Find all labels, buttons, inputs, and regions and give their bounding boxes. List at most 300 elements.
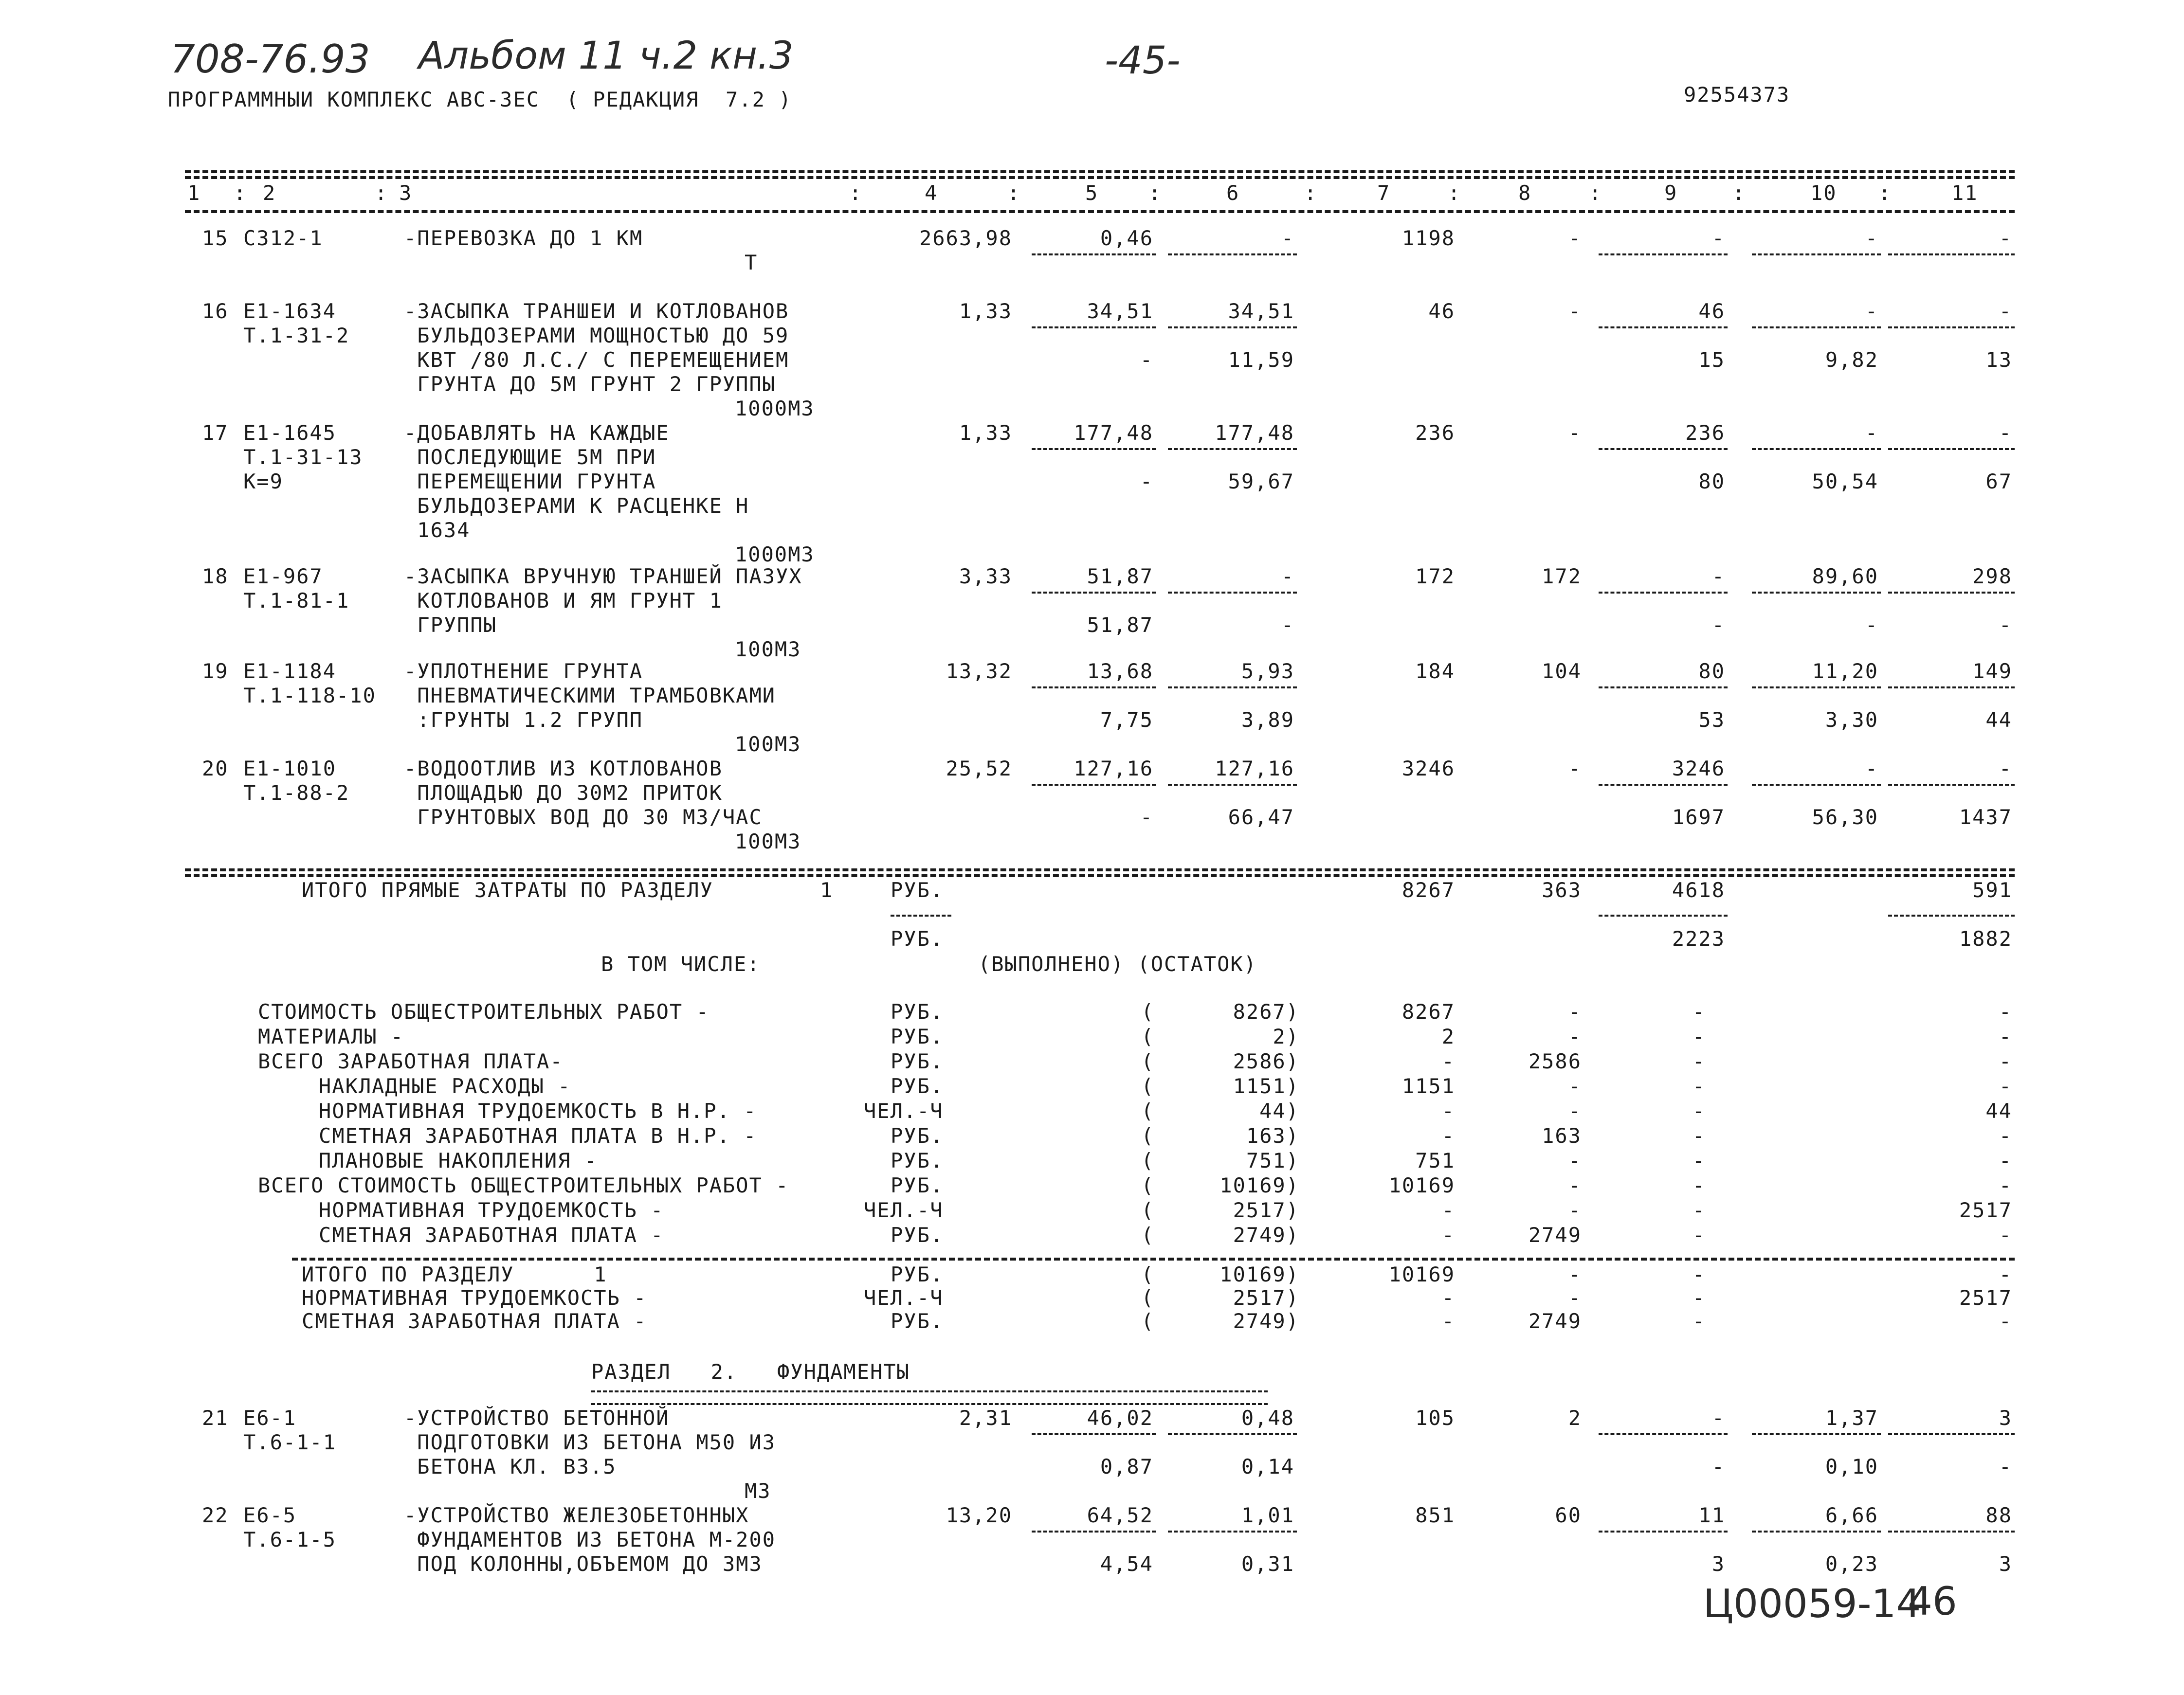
row-c10-rule <box>1752 686 1881 688</box>
row-c9b: 1697 <box>1672 805 1725 829</box>
row-c5b: - <box>1140 805 1153 829</box>
row-c8: 172 <box>1542 564 1582 588</box>
row-c7: 851 <box>1415 1503 1455 1527</box>
row-c11b: 1437 <box>1959 805 2012 829</box>
row-code-ref: Т.1-81-1 <box>243 589 350 613</box>
breakdown-c11: - <box>1999 1025 2012 1048</box>
row-c5a: 0,46 <box>1100 226 1153 250</box>
row-code: Е1-1010 <box>243 757 337 780</box>
row-quantity: 2663,98 <box>919 226 1012 250</box>
breakdown-unit: РУБ. <box>891 1074 944 1098</box>
column-head-6: 6 <box>1226 181 1240 205</box>
row-c5-rule <box>1032 253 1156 255</box>
section1-total-c9-rule <box>1599 915 1728 917</box>
row-c9a: 80 <box>1698 659 1725 683</box>
row-coefficient: К=9 <box>243 469 283 493</box>
column-separator: : <box>1732 181 1746 205</box>
handwritten-album-title: Альбом 11 ч.2 кн.3 <box>419 34 794 78</box>
column-separator: : <box>1007 181 1021 205</box>
section-totals-rule <box>292 1258 2015 1261</box>
row-quantity: 1,33 <box>959 421 1012 445</box>
row-c10-rule <box>1752 448 1881 450</box>
breakdown-c9: - <box>1692 1198 1706 1222</box>
row-description-line: :ГРУНТЫ 1.2 ГРУПП <box>404 708 643 732</box>
row-c5-rule <box>1032 1433 1156 1435</box>
row-c9-rule <box>1599 784 1728 786</box>
row-code-ref: Т.1-118-10 <box>243 684 376 707</box>
row-c7: 172 <box>1415 564 1455 588</box>
breakdown-label: СМЕТНАЯ ЗАРАБОТНАЯ ПЛАТА - <box>319 1223 664 1247</box>
breakdown-c11: - <box>1999 1074 2012 1098</box>
row-c10a: 11,20 <box>1812 659 1878 683</box>
row-c10b: 0,10 <box>1825 1455 1878 1479</box>
row-c5b: 51,87 <box>1087 613 1153 637</box>
row-quantity: 13,20 <box>946 1503 1012 1527</box>
row-c11a: - <box>1999 299 2012 323</box>
breakdown-unit: РУБ. <box>891 1223 944 1247</box>
row-c9b: 15 <box>1698 348 1725 372</box>
row-c10-rule <box>1752 326 1881 328</box>
row-c11b: 13 <box>1985 348 2012 372</box>
row-description-line: БУЛЬДОЗЕРАМИ МОЩНОСТЬЮ ДО 59 <box>404 324 789 347</box>
breakdown-paren-open: ( <box>1141 1198 1155 1222</box>
row-c6-rule <box>1168 784 1297 786</box>
breakdown-c9: - <box>1692 1124 1706 1148</box>
section-total-paren-open: ( <box>1141 1309 1155 1333</box>
section-total-c7: - <box>1441 1286 1455 1310</box>
row-code-ref: Т.6-1-1 <box>243 1430 337 1454</box>
breakdown-label: СМЕТНАЯ ЗАРАБОТНАЯ ПЛАТА В Н.Р. - <box>319 1124 757 1148</box>
breakdown-label: ПЛАНОВЫЕ НАКОПЛЕНИЯ - <box>319 1149 598 1172</box>
row-c6b: 59,67 <box>1228 469 1294 493</box>
breakdown-c9: - <box>1692 1223 1706 1247</box>
row-c5-rule <box>1032 326 1156 328</box>
column-head-11: 11 <box>1951 181 1978 205</box>
row-description-line: -УПЛОТНЕНИЕ ГРУНТА <box>404 659 643 683</box>
section1-total-label: ИТОГО ПРЯМЫЕ ЗАТРАТЫ ПО РАЗДЕЛУ <box>302 878 713 902</box>
row-c11-rule <box>1888 326 2015 328</box>
breakdown-c8: - <box>1568 1173 1582 1197</box>
row-code: Е6-5 <box>243 1503 297 1527</box>
row-c11-rule <box>1888 1531 2015 1533</box>
row-c9b: 80 <box>1698 469 1725 493</box>
row-c9a: - <box>1711 1406 1725 1430</box>
row-c10a: 89,60 <box>1812 564 1878 588</box>
breakdown-c11: - <box>1999 1149 2012 1172</box>
row-c10-rule <box>1752 253 1881 255</box>
breakdown-c9: - <box>1692 1049 1706 1073</box>
section-total-completed: 10169) <box>1219 1262 1299 1286</box>
row-c10a: - <box>1865 226 1878 250</box>
breakdown-c11: 44 <box>1985 1099 2012 1123</box>
section-total-unit: РУБ. <box>891 1262 944 1286</box>
row-quantity: 13,32 <box>946 659 1012 683</box>
section-total-c11: - <box>1999 1309 2012 1333</box>
row-description-line: ПОДГОТОВКИ ИЗ БЕТОНА М50 ИЗ <box>404 1430 776 1454</box>
row-code-ref: Т.1-31-13 <box>243 445 363 469</box>
row-description-line: -ЗАСЫПКА ВРУЧНУЮ ТРАНШЕЙ ПАЗУХ <box>404 564 802 588</box>
row-description-line: -ЗАСЫПКА ТРАНШЕИ И КОТЛОВАНОВ <box>404 299 789 323</box>
row-c10b: 3,30 <box>1825 708 1878 732</box>
row-c5b: 0,87 <box>1100 1455 1153 1479</box>
row-code-ref: Т.1-88-2 <box>243 781 350 805</box>
row-c6-rule <box>1168 592 1297 594</box>
row-c11-rule <box>1888 253 2015 255</box>
row-number: 17 <box>202 421 229 445</box>
row-c6-rule <box>1168 686 1297 688</box>
breakdown-label: НОРМАТИВНАЯ ТРУДОЕМКОСТЬ В Н.Р. - <box>319 1099 757 1123</box>
row-c6b: 0,31 <box>1241 1552 1294 1576</box>
section1-total-rule-2 <box>185 874 2015 877</box>
column-separator: : <box>849 181 863 205</box>
row-c5-rule <box>1032 686 1156 688</box>
row-c9a: 3246 <box>1672 757 1725 780</box>
column-separator: : <box>1878 181 1892 205</box>
row-c8: - <box>1568 299 1582 323</box>
row-number: 19 <box>202 659 229 683</box>
row-c10-rule <box>1752 1433 1881 1435</box>
section1-total-unit2: РУБ. <box>891 927 944 951</box>
section-total-unit: РУБ. <box>891 1309 944 1333</box>
row-unit: 1000М3 <box>735 397 815 420</box>
row-c11a: 298 <box>1972 564 2012 588</box>
row-number: 15 <box>202 226 229 250</box>
breakdown-completed: 163) <box>1246 1124 1299 1148</box>
row-c7: 184 <box>1415 659 1455 683</box>
row-description-line: ГРУППЫ <box>404 613 497 637</box>
row-description-line: ПЕРЕМЕЩЕНИИ ГРУНТА <box>404 469 656 493</box>
breakdown-paren-open: ( <box>1141 1149 1155 1172</box>
breakdown-c7: 8267 <box>1401 1000 1455 1024</box>
row-c11a: - <box>1999 757 2012 780</box>
row-c9-rule <box>1599 326 1728 328</box>
breakdown-paren-open: ( <box>1141 1099 1155 1123</box>
breakdown-unit: РУБ. <box>891 1049 944 1073</box>
row-c6-rule <box>1168 448 1297 450</box>
section-total-c8: 2749 <box>1528 1309 1582 1333</box>
row-description-line: ПЛОЩАДЬЮ ДО 30М2 ПРИТОК <box>404 781 723 805</box>
breakdown-completed: 751) <box>1246 1149 1299 1172</box>
row-c5a: 64,52 <box>1087 1503 1153 1527</box>
breakdown-c9: - <box>1692 1173 1706 1197</box>
program-line: ПРОГРАММНЫИ КОМПЛЕКС АВС-3ЕС ( РЕДАКЦИЯ 7.2 ) <box>168 88 792 111</box>
column-head-8: 8 <box>1518 181 1532 205</box>
row-c6b: 11,59 <box>1228 348 1294 372</box>
row-c5a: 34,51 <box>1087 299 1153 323</box>
breakdown-completed: 2749) <box>1233 1223 1299 1247</box>
row-c5b: - <box>1140 348 1153 372</box>
row-c10b: - <box>1865 613 1878 637</box>
row-c9-rule <box>1599 1531 1728 1533</box>
row-c7: 3246 <box>1401 757 1455 780</box>
column-head-2: 2 <box>263 181 276 205</box>
row-c6a: 1,01 <box>1241 1503 1294 1527</box>
breakdown-unit: РУБ. <box>891 1149 944 1172</box>
breakdown-c8: - <box>1568 1149 1582 1172</box>
row-c5b: - <box>1140 469 1153 493</box>
row-c6-rule <box>1168 326 1297 328</box>
row-code: Е1-1634 <box>243 299 337 323</box>
breakdown-paren-open: ( <box>1141 1223 1155 1247</box>
row-c7: 46 <box>1428 299 1455 323</box>
breakdown-completed: 2517) <box>1233 1198 1299 1222</box>
row-c11-rule <box>1888 784 2015 786</box>
breakdown-c11: - <box>1999 1124 2012 1148</box>
breakdown-paren-open: ( <box>1141 1025 1155 1048</box>
row-c10b: 50,54 <box>1812 469 1878 493</box>
row-c9b: - <box>1711 613 1725 637</box>
row-c11-rule <box>1888 592 2015 594</box>
breakdown-c7: 2 <box>1441 1025 1455 1048</box>
row-code: С312-1 <box>243 226 323 250</box>
breakdown-c9: - <box>1692 1000 1706 1024</box>
row-c11a: - <box>1999 226 2012 250</box>
document-number: 92554373 <box>1684 83 1790 107</box>
row-c8: - <box>1568 226 1582 250</box>
breakdown-c8: 163 <box>1542 1124 1582 1148</box>
row-c6a: - <box>1281 564 1294 588</box>
row-c5-rule <box>1032 784 1156 786</box>
section-total-label: СМЕТНАЯ ЗАРАБОТНАЯ ПЛАТА - <box>302 1309 647 1333</box>
row-description-line: ПНЕВМАТИЧЕСКИМИ ТРАМБОВКАМИ <box>404 684 776 707</box>
row-description-line: КОТЛОВАНОВ И ЯМ ГРУНТ 1 <box>404 589 723 613</box>
section2-title-underline <box>591 1390 1268 1405</box>
breakdown-label: ВСЕГО ЗАРАБОТНАЯ ПЛАТА- <box>258 1049 564 1073</box>
section1-total-c11b: 1882 <box>1959 927 2012 951</box>
row-description-line: ГРУНТА ДО 5М ГРУНТ 2 ГРУППЫ <box>404 372 776 396</box>
section-total-c11: - <box>1999 1262 2012 1286</box>
row-code-ref: Т.6-1-5 <box>243 1528 337 1551</box>
column-head-4: 4 <box>925 181 938 205</box>
row-description-line: КВТ /80 Л.С./ С ПЕРЕМЕЩЕНИЕМ <box>404 348 789 372</box>
row-description-line: ПОД КОЛОННЫ,ОБЪЕМОМ ДО 3М3 <box>404 1552 763 1576</box>
row-c9b: 3 <box>1711 1552 1725 1576</box>
row-c9-rule <box>1599 448 1728 450</box>
column-separator: : <box>1589 181 1602 205</box>
row-quantity: 2,31 <box>959 1406 1012 1430</box>
row-c10b: 56,30 <box>1812 805 1878 829</box>
section-total-completed: 2517) <box>1233 1286 1299 1310</box>
row-c10-rule <box>1752 1531 1881 1533</box>
breakdown-completed: 10169) <box>1219 1173 1299 1197</box>
row-c5a: 51,87 <box>1087 564 1153 588</box>
row-c11-rule <box>1888 1433 2015 1435</box>
column-separator: : <box>1148 181 1162 205</box>
breakdown-label: МАТЕРИАЛЫ - <box>258 1025 404 1048</box>
row-c10-rule <box>1752 784 1881 786</box>
row-c6-rule <box>1168 1531 1297 1533</box>
section1-total-c11-rule <box>1888 915 2015 917</box>
row-c9a: - <box>1711 564 1725 588</box>
row-c6b: - <box>1281 613 1294 637</box>
handwritten-page-number: -45- <box>1105 39 1181 83</box>
breakdown-c8: - <box>1568 1074 1582 1098</box>
row-c8: 104 <box>1542 659 1582 683</box>
section-total-c8: - <box>1568 1262 1582 1286</box>
breakdown-unit: РУБ. <box>891 1025 944 1048</box>
section1-total-c11a: 591 <box>1972 878 2012 902</box>
breakdown-c8: - <box>1568 1025 1582 1048</box>
breakdown-unit: РУБ. <box>891 1000 944 1024</box>
row-c10b: 9,82 <box>1825 348 1878 372</box>
section1-total-rule <box>185 868 2015 871</box>
row-quantity: 1,33 <box>959 299 1012 323</box>
row-description-line: ПОСЛЕДУЮЩИЕ 5М ПРИ <box>404 445 656 469</box>
column-head-9: 9 <box>1664 181 1678 205</box>
row-unit: 1000М3 <box>735 542 815 566</box>
row-c6a: 34,51 <box>1228 299 1294 323</box>
row-c10a: - <box>1865 421 1878 445</box>
row-c10-rule <box>1752 592 1881 594</box>
row-c7: 1198 <box>1401 226 1455 250</box>
column-separator: : <box>234 181 247 205</box>
row-c9a: 11 <box>1698 1503 1725 1527</box>
breakdown-c8: 2586 <box>1528 1049 1582 1073</box>
row-number: 21 <box>202 1406 229 1430</box>
row-c6a: 127,16 <box>1215 757 1294 780</box>
breakdown-c9: - <box>1692 1025 1706 1048</box>
section1-total-c9a: 4618 <box>1672 878 1725 902</box>
row-c5a: 177,48 <box>1074 421 1153 445</box>
row-c9-rule <box>1599 1433 1728 1435</box>
section-total-c9: - <box>1692 1262 1706 1286</box>
row-c8: 2 <box>1568 1406 1582 1430</box>
row-c5-rule <box>1032 1531 1156 1533</box>
row-c8: - <box>1568 421 1582 445</box>
row-unit: М3 <box>745 1479 771 1503</box>
breakdown-label: НОРМАТИВНАЯ ТРУДОЕМКОСТЬ - <box>319 1198 664 1222</box>
breakdown-c11: - <box>1999 1049 2012 1073</box>
row-unit: 100М3 <box>735 829 801 853</box>
breakdown-c11: 2517 <box>1959 1198 2012 1222</box>
row-c10a: 6,66 <box>1825 1503 1878 1527</box>
row-c5b: 7,75 <box>1100 708 1153 732</box>
row-c6-rule <box>1168 253 1297 255</box>
row-unit: 100М3 <box>735 732 801 756</box>
breakdown-c7: - <box>1441 1223 1455 1247</box>
breakdown-completed: 1151) <box>1233 1074 1299 1098</box>
row-c11b: 67 <box>1985 469 2012 493</box>
section-total-c7: 10169 <box>1388 1262 1455 1286</box>
breakdown-c9: - <box>1692 1074 1706 1098</box>
section1-total-c7: 8267 <box>1401 878 1455 902</box>
breakdown-c11: - <box>1999 1173 2012 1197</box>
row-c10a: - <box>1865 299 1878 323</box>
section-total-c8: - <box>1568 1286 1582 1310</box>
breakdown-c11: - <box>1999 1000 2012 1024</box>
row-c10b: 0,23 <box>1825 1552 1878 1576</box>
breakdown-c8: - <box>1568 1198 1582 1222</box>
row-description-line: 1634 <box>404 518 471 542</box>
row-c11b: - <box>1999 1455 2012 1479</box>
breakdown-c9: - <box>1692 1149 1706 1172</box>
row-c6a: 177,48 <box>1215 421 1294 445</box>
breakdown-c11: - <box>1999 1223 2012 1247</box>
row-c9a: 46 <box>1698 299 1725 323</box>
row-c9b: - <box>1711 1455 1725 1479</box>
row-quantity: 25,52 <box>946 757 1012 780</box>
row-code: Е6-1 <box>243 1406 297 1430</box>
row-description-line: -ДОБАВЛЯТЬ НА КАЖДЫЕ <box>404 421 670 445</box>
breakdown-paren-open: ( <box>1141 1173 1155 1197</box>
row-c6b: 0,14 <box>1241 1455 1294 1479</box>
row-c9-rule <box>1599 253 1728 255</box>
section-total-label: НОРМАТИВНАЯ ТРУДОЕМКОСТЬ - <box>302 1286 647 1310</box>
breakdown-c7: - <box>1441 1124 1455 1148</box>
section-total-c7: - <box>1441 1309 1455 1333</box>
breakdown-completed: 2) <box>1273 1025 1299 1048</box>
handwritten-footer-page: 46 <box>1908 1579 1957 1624</box>
breakdown-paren-open: ( <box>1141 1049 1155 1073</box>
row-c11b: 44 <box>1985 708 2012 732</box>
breakdown-c7: 10169 <box>1388 1173 1455 1197</box>
column-separator: : <box>1448 181 1461 205</box>
breakdown-label: СТОИМОСТЬ ОБЩЕСТРОИТЕЛЬНЫХ РАБОТ - <box>258 1000 710 1024</box>
column-head-5: 5 <box>1085 181 1099 205</box>
section-total-paren-open: ( <box>1141 1286 1155 1310</box>
row-c5a: 127,16 <box>1074 757 1153 780</box>
section-total-completed: 2749) <box>1233 1309 1299 1333</box>
row-c9b: 53 <box>1698 708 1725 732</box>
row-c11a: 88 <box>1985 1503 2012 1527</box>
section-total-paren-open: ( <box>1141 1262 1155 1286</box>
breakdown-c9: - <box>1692 1099 1706 1123</box>
breakdown-label: ВСЕГО СТОИМОСТЬ ОБЩЕСТРОИТЕЛЬНЫХ РАБОТ - <box>258 1173 789 1197</box>
row-c5a: 46,02 <box>1087 1406 1153 1430</box>
breakdown-c7: 1151 <box>1401 1074 1455 1098</box>
row-number: 22 <box>202 1503 229 1527</box>
section-total-c9: - <box>1692 1286 1706 1310</box>
header-rule-bottom <box>185 210 2015 213</box>
section2-title: РАЗДЕЛ 2. ФУНДАМЕНТЫ <box>591 1360 910 1384</box>
section1-total-unit: РУБ. <box>891 878 944 902</box>
row-c9a: - <box>1711 226 1725 250</box>
row-code-ref: Т.1-31-2 <box>243 324 350 347</box>
row-description-line: -ПЕРЕВОЗКА ДО 1 КМ <box>404 226 643 250</box>
header-rule-top-2 <box>185 176 2015 179</box>
row-c9-rule <box>1599 686 1728 688</box>
breakdown-c7: - <box>1441 1198 1455 1222</box>
row-c7: 236 <box>1415 421 1455 445</box>
handwritten-album-code: 708-76.93 <box>170 36 370 82</box>
row-description-line: БЕТОНА КЛ. В3.5 <box>404 1455 617 1479</box>
row-description-line: ФУНДАМЕНТОВ ИЗ БЕТОНА М-200 <box>404 1528 776 1551</box>
section1-total-section-no: 1 <box>820 878 834 902</box>
row-c6-rule <box>1168 1433 1297 1435</box>
breakdown-unit: РУБ. <box>891 1173 944 1197</box>
section-total-c9: - <box>1692 1309 1706 1333</box>
row-c8: 60 <box>1555 1503 1582 1527</box>
breakdown-completed: 2586) <box>1233 1049 1299 1073</box>
row-c6a: 0,48 <box>1241 1406 1294 1430</box>
breakdown-unit: РУБ. <box>891 1124 944 1148</box>
breakdown-c8: - <box>1568 1000 1582 1024</box>
breakdown-c7: 751 <box>1415 1149 1455 1172</box>
row-c11a: 3 <box>1999 1406 2012 1430</box>
section1-total-unit-rule <box>891 915 951 917</box>
row-c11a: 149 <box>1972 659 2012 683</box>
row-c10a: - <box>1865 757 1878 780</box>
row-c5a: 13,68 <box>1087 659 1153 683</box>
row-c10a: 1,37 <box>1825 1406 1878 1430</box>
row-number: 20 <box>202 757 229 780</box>
section-total-c11: 2517 <box>1959 1286 2012 1310</box>
row-c5-rule <box>1032 592 1156 594</box>
breakdown-paren-open: ( <box>1141 1124 1155 1148</box>
column-separator: : <box>1304 181 1318 205</box>
breakdown-unit: ЧЕЛ.-Ч <box>864 1099 944 1123</box>
breakdown-unit: ЧЕЛ.-Ч <box>864 1198 944 1222</box>
